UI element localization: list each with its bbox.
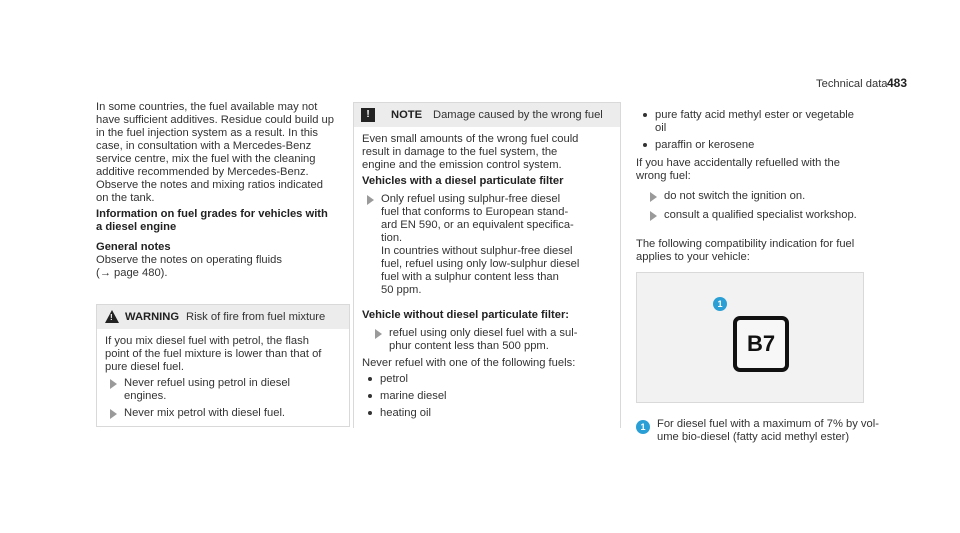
list-item: heating oil <box>380 407 432 419</box>
text-line: Observe the notes on operating fluids <box>96 254 282 266</box>
text-line: If you mix diesel fuel with petrol, the flash <box>105 335 309 347</box>
bullet-icon <box>368 411 372 415</box>
section-title: Technical data <box>816 78 888 90</box>
text-line: 50 ppm. <box>381 284 422 296</box>
list-item: petrol <box>380 373 408 385</box>
text-line: applies to your vehicle: <box>636 251 750 263</box>
b7-fuel-label-icon: B7 <box>733 316 789 372</box>
figure-caption: ume bio-diesel (fatty acid methyl ester) <box>657 431 850 443</box>
exclamation-icon: ! <box>361 108 375 122</box>
text-line: Only refuel using sulphur-free diesel <box>381 193 561 205</box>
text-line: additive recommended by Mercedes-Benz. <box>96 166 309 178</box>
note-header <box>354 103 620 127</box>
text-line: The following compatibility indication for fuel <box>636 238 855 250</box>
bullet-icon <box>368 377 372 381</box>
step-arrow-icon <box>367 195 374 205</box>
text-line: engine and the emission control system. <box>362 159 562 171</box>
text-line: Never refuel with one of the following fuels: <box>362 357 576 369</box>
step-arrow-icon <box>650 192 657 202</box>
text-line: have sufficient additives. Residue could build up <box>96 114 334 126</box>
text-line: case, in consultation with a Mercedes-Benz <box>96 140 312 152</box>
list-item: paraffin or kerosene <box>655 139 755 151</box>
warning-title: Risk of fire from fuel mixture <box>186 311 326 323</box>
note-box <box>353 102 621 304</box>
note-heading: Vehicles with a diesel particulate filter <box>362 175 564 187</box>
text-line: Never refuel using petrol in diesel <box>124 377 291 389</box>
section-heading: a diesel engine <box>96 221 177 233</box>
list-item: marine diesel <box>380 390 447 402</box>
text-line: If you have accidentally refuelled with the <box>636 157 840 169</box>
text-line: Never mix petrol with diesel fuel. <box>124 407 286 419</box>
step-arrow-icon <box>375 329 382 339</box>
step-arrow-icon <box>110 409 117 419</box>
text-line: on the tank. <box>96 192 155 204</box>
text-line: refuel using only diesel fuel with a sul- <box>389 327 578 339</box>
text-line: Even small amounts of the wrong fuel could <box>362 133 579 145</box>
bullet-icon <box>368 394 372 398</box>
text-line: fuel that conforms to European stand- <box>381 206 569 218</box>
text-line: fuel, refuel using only low-sulphur diesel <box>381 258 580 270</box>
bullet-icon <box>643 143 647 147</box>
text-line: consult a qualified specialist workshop. <box>664 209 857 221</box>
note-border-left <box>353 303 354 428</box>
list-item: pure fatty acid methyl ester or vegetable <box>655 109 854 121</box>
text-line: point of the fuel mixture is lower than that of <box>105 348 322 360</box>
warning-header: ! WARNING Risk of fire from fuel mixture <box>97 305 349 329</box>
caption-callout-icon: 1 <box>636 420 650 434</box>
list-item: oil <box>655 122 667 134</box>
fuel-compatibility-figure <box>636 272 864 403</box>
note-label: NOTE <box>391 109 423 121</box>
step-arrow-icon <box>110 379 117 389</box>
section-heading: Information on fuel grades for vehicles with <box>96 208 328 220</box>
text-line: tion. <box>381 232 403 244</box>
text-line: do not switch the ignition on. <box>664 190 806 202</box>
text-line: phur content less than 500 ppm. <box>389 340 549 352</box>
text-line: in the fuel injection system as a result. In this <box>96 127 318 139</box>
bullet-icon <box>643 113 647 117</box>
page-reference-link[interactable]: (→ page 480). <box>96 267 168 279</box>
note-title: Damage caused by the wrong fuel <box>433 109 603 121</box>
text-line: In some countries, the fuel available may not <box>96 101 318 113</box>
subheading: General notes <box>96 241 171 253</box>
callout-1-icon: 1 <box>713 297 727 311</box>
warning-box <box>96 304 350 427</box>
warning-label: WARNING <box>125 311 180 323</box>
page-number: 483 <box>887 76 908 90</box>
step-arrow-icon <box>650 211 657 221</box>
text-line: service centre, mix the fuel with the cleaning <box>96 153 316 165</box>
text-line: In countries without sulphur-free diesel <box>381 245 573 257</box>
text-line: ard EN 590, or an equivalent specifica- <box>381 219 574 231</box>
note-heading: Vehicle without diesel particulate filter: <box>362 309 570 321</box>
text-line: pure diesel fuel. <box>105 361 184 373</box>
figure-caption: For diesel fuel with a maximum of 7% by vol- <box>657 418 879 430</box>
text-line: Observe the notes and mixing ratios indicated <box>96 179 323 191</box>
text-line: result in damage to the fuel system, the <box>362 146 558 158</box>
text-line: engines. <box>124 390 167 402</box>
note-border-right <box>620 102 621 428</box>
text-line: wrong fuel: <box>636 170 691 182</box>
text-line: fuel with a sulphur content less than <box>381 271 559 283</box>
